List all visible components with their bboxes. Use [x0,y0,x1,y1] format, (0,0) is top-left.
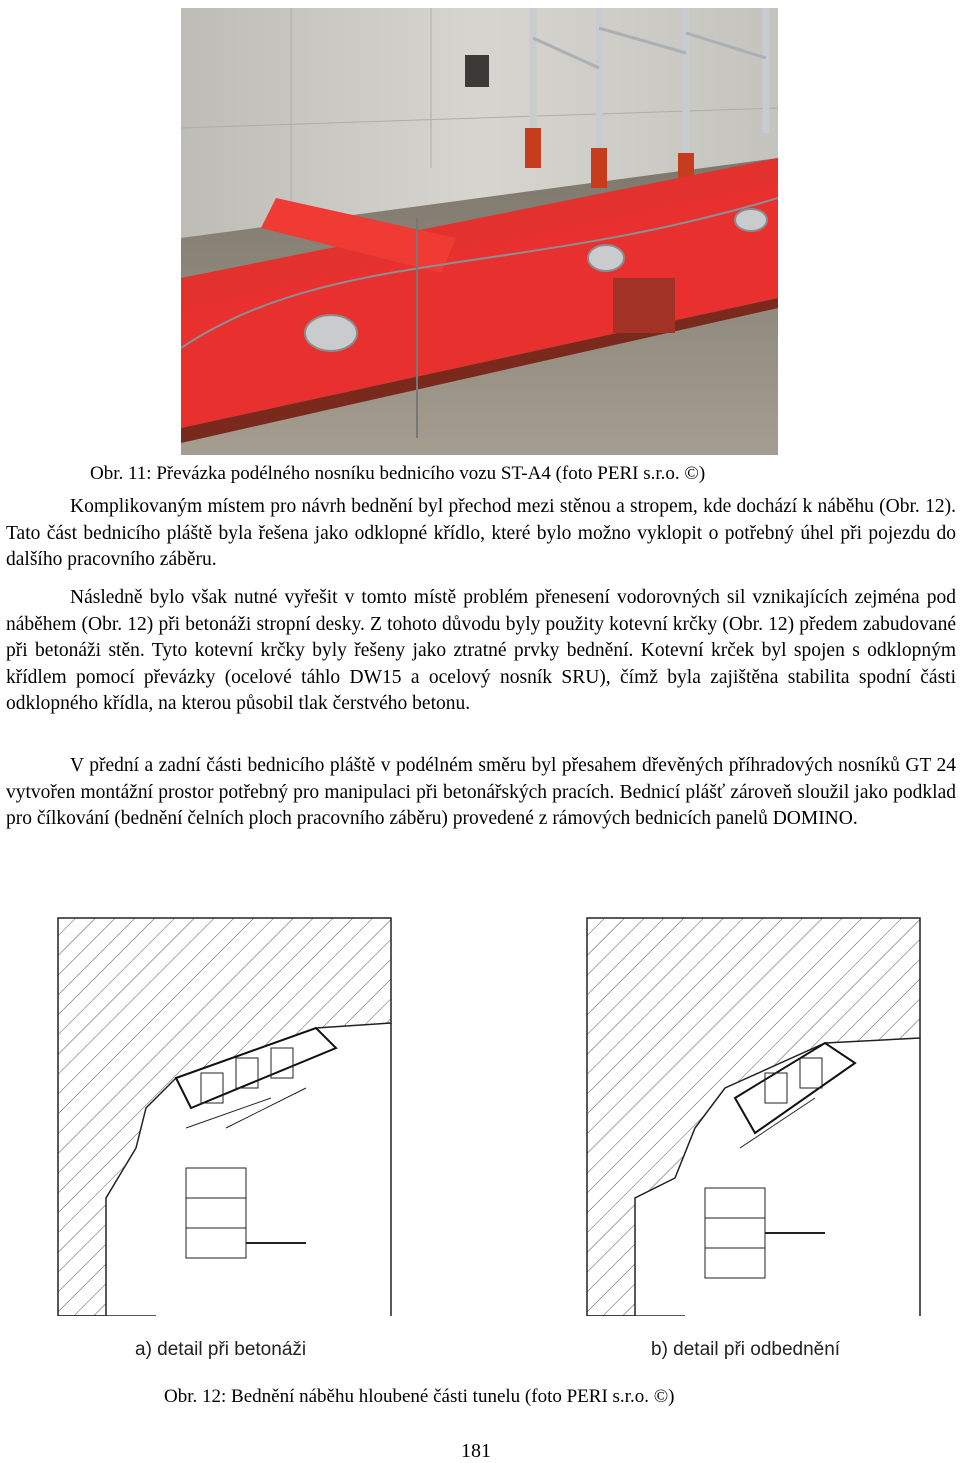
detail-drawing-b [565,898,937,1316]
detail-b-label: b) detail při odbednění [651,1339,841,1360]
photo-beam-connection [181,8,778,455]
paragraph-3: V přední a zadní části bednicího pláště v podélném směru byl přesahem dřevěných příhradových nosníků GT 24 vytvořen montážní prostor potřebný pro manipulaci při betonářských pracích. Bednicí plášť zároveň sloužil jako podklad pro čílkování (bednění čelních ploch pracovního záběru) provedené z rámových bednicích panelů DOMINO. [6,755,956,829]
detail-a-label: a) detail při betonáži [135,1339,307,1360]
page-number: 181 [461,1440,491,1462]
figure-11-caption: Obr. 11: Převázka podélného nosníku bednicího vozu ST-A4 (foto PERI s.r.o. ©) [90,463,706,484]
figure-12-caption: Obr. 12: Bednění náběhu hloubené části tunelu (foto PERI s.r.o. ©) [164,1386,675,1407]
paragraph-2: Následně bylo však nutné vyřešit v tomto místě problém přenesení vodorovných sil vznikajících zejména pod náběhem (Obr. 12) při betonáži stropní desky. Z tohoto důvodu byly použity kotevní krčky (Obr. 12) předem zabudované při betonáži stěn. Tyto kotevní krčky byly řešeny jako ztratné prvky bednění. Kotevní krček byl spojen s odklopným křídlem pomocí převázky (ocelové táhlo DW15 a ocelový nosník SRU), čímž byla zajištěna stabilita spodní části odklopného křídla, na kterou působil tlak čerstvého betonu. [6,587,956,714]
detail-drawing-a [36,898,408,1316]
paragraph-1: Komplikovaným místem pro návrh bednění byl přechod mezi stěnou a stropem, kde dochází k náběhu (Obr. 12). Tato část bednicího pláště byla řešena jako odklopné křídlo, které bylo možno vyklopit o potřebný úhel při pojezdu do dalšího pracovního záběru. [6,496,956,570]
